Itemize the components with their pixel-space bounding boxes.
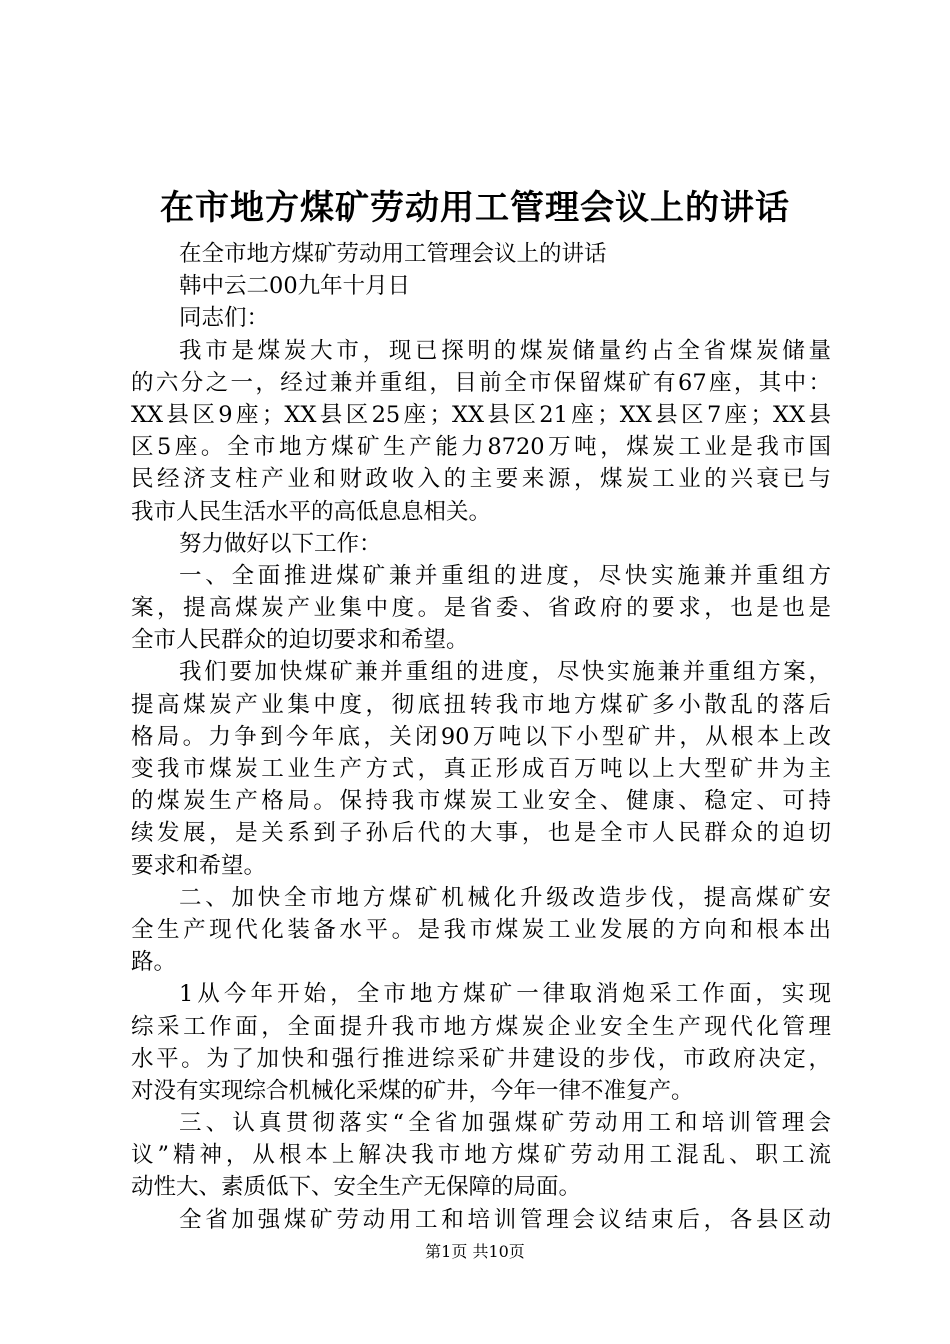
body-text-line: 三、认真贯彻落实“全省加强煤矿劳动用工和培训管理会 (179, 1110, 831, 1137)
body-text-line: 要求和希望。 (131, 852, 267, 879)
body-text-line: 全生产现代化装备水平。是我市煤炭工业发展的方向和根本出 (131, 916, 831, 943)
body-text-line: 续发展，是关系到子孙后代的大事，也是全市人民群众的迫切 (131, 820, 831, 847)
body-text-line: 韩中云二00九年十月日 (179, 273, 411, 300)
body-text-line: 全省加强煤矿劳动用工和培训管理会议结束后，各县区动 (179, 1206, 831, 1233)
body-text-line: 二、加快全市地方煤矿机械化升级改造步伐，提高煤矿安 (179, 884, 831, 911)
body-text-line: 提高煤炭产业集中度，彻底扭转我市地方煤矿多小散乱的落后 (131, 691, 831, 718)
body-text-line: 我们要加快煤矿兼并重组的进度，尽快实施兼并重组方案， (179, 659, 831, 686)
body-text-line: 我市是煤炭大市，现已探明的煤炭储量约占全省煤炭储量 (179, 337, 831, 364)
body-text-line: 综采工作面，全面提升我市地方煤炭企业安全生产现代化管理 (131, 1013, 831, 1040)
body-text-line: 在全市地方煤矿劳动用工管理会议上的讲话 (179, 241, 607, 267)
body-text-line: 水平。为了加快和强行推进综采矿井建设的步伐，市政府决定， (131, 1045, 831, 1072)
body-text-line: 对没有实现综合机械化采煤的矿井，今年一律不准复产。 (131, 1077, 694, 1104)
body-text-line: 路。 (131, 949, 177, 976)
body-text-line: 全市人民群众的迫切要求和希望。 (131, 627, 469, 654)
body-text-line: 同志们： (179, 305, 270, 332)
body-text-line: 区5座。全市地方煤矿生产能力8720万吨，煤炭工业是我市国 (131, 434, 831, 461)
page-footer: 第1页 共10页 (425, 1242, 525, 1261)
body-text-line: 民经济支柱产业和财政收入的主要来源，煤炭工业的兴衰已与 (131, 466, 831, 493)
body-text-line: 的六分之一，经过兼并重组，目前全市保留煤矿有67座，其中： (131, 369, 831, 396)
document-body (131, 238, 831, 1236)
body-text-line: 努力做好以下工作： (179, 530, 382, 557)
body-text-line: 变我市煤炭工业生产方式，真正形成百万吨以上大型矿井为主 (131, 756, 831, 782)
body-text-line: 格局。力争到今年底，关闭90万吨以下小型矿井，从根本上改 (131, 723, 831, 750)
document-title: 在市地方煤矿劳动用工管理会议上的讲话 (160, 188, 790, 228)
body-text-line: 动性大、素质低下、安全生产无保障的局面。 (131, 1174, 582, 1201)
body-text-line: XX县区9座；XX县区25座；XX县区21座；XX县区7座；XX县 (131, 401, 831, 428)
body-text-line: 的煤炭生产格局。保持我市煤炭工业安全、健康、稳定、可持 (131, 788, 831, 815)
body-text-line: 案，提高煤炭产业集中度。是省委、省政府的要求，也是也是 (131, 595, 831, 622)
body-text-line: 一、全面推进煤矿兼并重组的进度，尽快实施兼并重组方 (179, 562, 831, 589)
body-text-line: 我市人民生活水平的高低息息相关。 (131, 498, 492, 525)
body-text-line: 议”精神，从根本上解决我市地方煤矿劳动用工混乱、职工流 (131, 1142, 831, 1169)
body-text-line: 1从今年开始，全市地方煤矿一律取消炮采工作面，实现 (179, 981, 831, 1008)
